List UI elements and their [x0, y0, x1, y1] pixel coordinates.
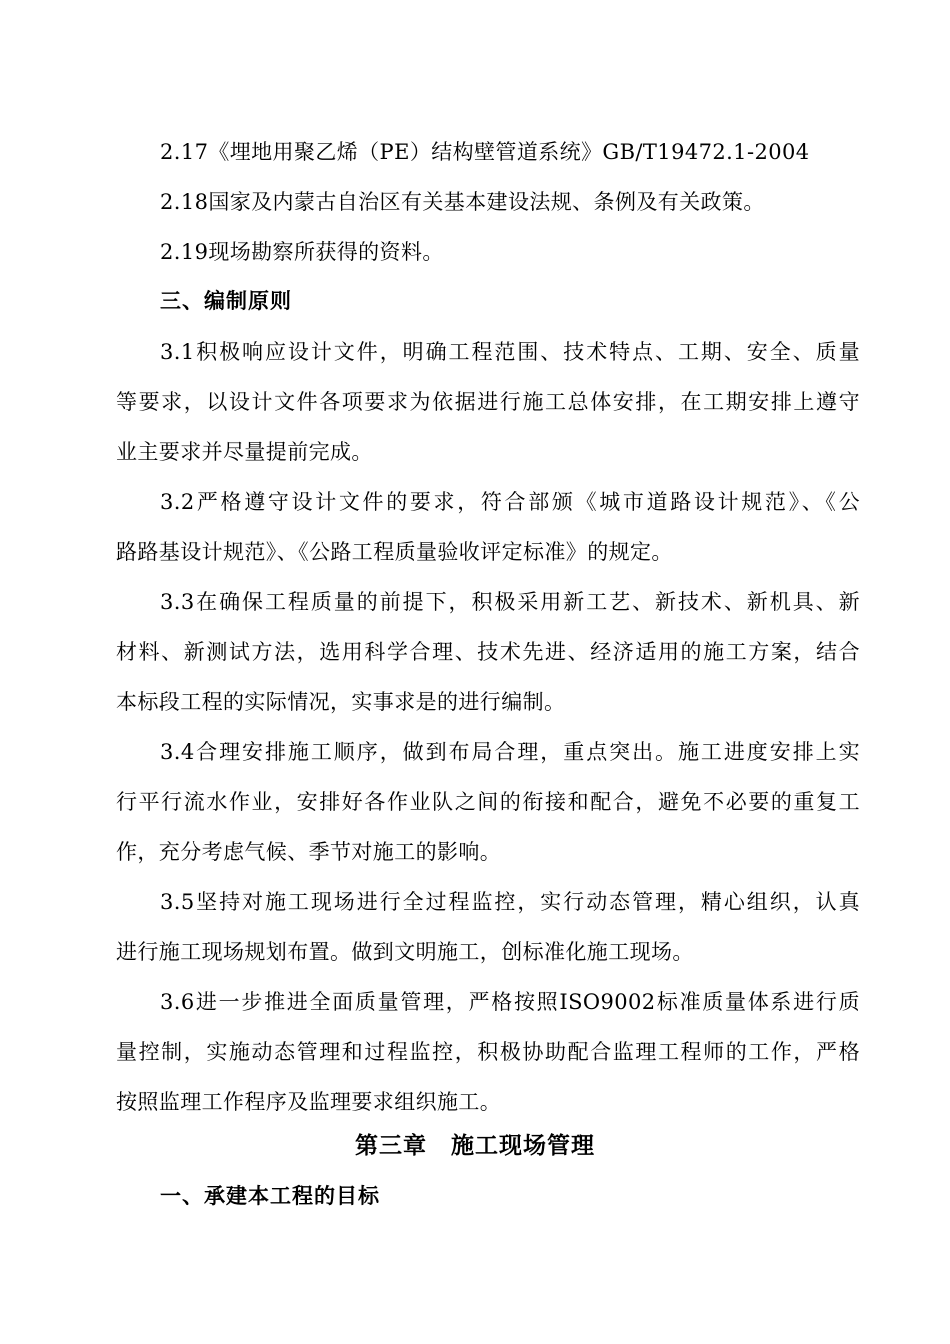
reference-item-2-17: 2.17《埋地用聚乙烯（PE）结构壁管道系统》GB/T19472.1-2004	[160, 140, 810, 164]
paragraph-3-6-line-3: 按照监理工作程序及监理要求组织施工。	[116, 1090, 502, 1114]
paragraph-3-5-line-2: 进行施工现场规划布置。做到文明施工，创标准化施工现场。	[116, 940, 694, 964]
section-heading-compilation-principles: 三、编制原则	[160, 289, 292, 313]
chapter-title: 第三章 施工现场管理	[355, 1133, 595, 1159]
reference-item-2-18: 2.18国家及内蒙古自治区有关基本建设法规、条例及有关政策。	[160, 190, 765, 214]
paragraph-3-2-line-1: 3.2严格遵守设计文件的要求，符合部颁《城市道路设计规范》、《公	[160, 490, 860, 514]
paragraph-3-2-line-2: 路路基设计规范》、《公路工程质量验收评定标准》的规定。	[116, 540, 673, 564]
paragraph-3-6-line-1: 3.6进一步推进全面质量管理，严格按照ISO9002标准质量体系进行质	[160, 990, 860, 1014]
paragraph-3-1-line-1: 3.1积极响应设计文件，明确工程范围、技术特点、工期、安全、质量	[160, 340, 860, 364]
paragraph-3-4-line-2: 行平行流水作业，安排好各作业队之间的衔接和配合，避免不必要的重复工	[116, 790, 860, 814]
paragraph-3-3-line-1: 3.3在确保工程质量的前提下，积极采用新工艺、新技术、新机具、新	[160, 590, 860, 614]
paragraph-3-4-line-1: 3.4合理安排施工顺序，做到布局合理，重点突出。施工进度安排上实	[160, 740, 860, 764]
paragraph-3-3-line-2: 材料、新测试方法，选用科学合理、技术先进、经济适用的施工方案，结合	[116, 640, 860, 664]
paragraph-3-5-line-1: 3.5坚持对施工现场进行全过程监控，实行动态管理，精心组织，认真	[160, 890, 860, 914]
paragraph-3-1-line-3: 业主要求并尽量提前完成。	[116, 440, 373, 464]
paragraph-3-3-line-3: 本标段工程的实际情况，实事求是的进行编制。	[116, 690, 566, 714]
section-heading-project-goals: 一、承建本工程的目标	[160, 1184, 380, 1208]
reference-item-2-19: 2.19现场勘察所获得的资料。	[160, 240, 444, 264]
paragraph-3-6-line-2: 量控制，实施动态管理和过程监控，积极协助配合监理工程师的工作，严格	[116, 1040, 860, 1064]
paragraph-3-1-line-2: 等要求，以设计文件各项要求为依据进行施工总体安排，在工期安排上遵守	[116, 390, 860, 414]
paragraph-3-4-line-3: 作，充分考虑气候、季节对施工的影响。	[116, 840, 502, 864]
